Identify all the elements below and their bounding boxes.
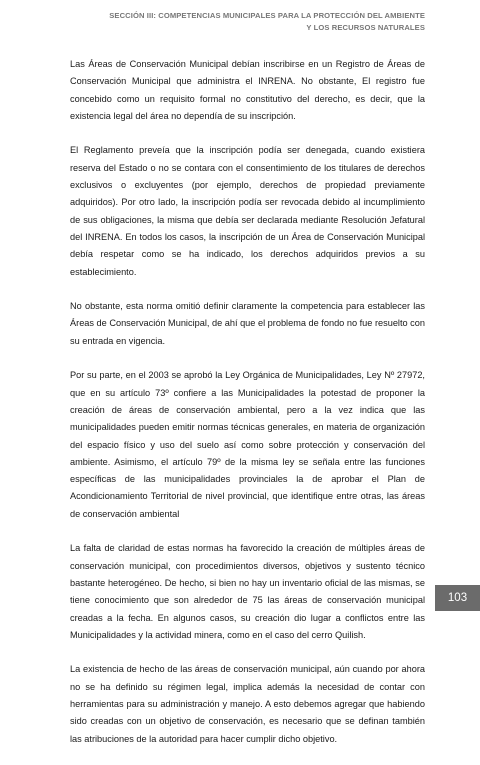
paragraph: No obstante, esta norma omitió definir claramente la competencia para establecer las Áreas de Conservación Municipal, de ahí que el problema de fondo no fue resuelto con su entrada en vigencia. xyxy=(70,301,425,346)
paragraph: La falta de claridad de estas normas ha favorecido la creación de múltiples áreas de conservación municipal, con procedimientos diversos, objetivos y sustento técnico bastante heterogéneo. De hecho, si bien no hay un inventario oficial de las mismas, se tiene conocimiento que son alrededor de 75 las áreas de conservación municipal creadas a la fecha. En algunos casos, su creación dio lugar a conflictos entre las Municipalidades y la actividad minera, como en el caso del cerro Quilish. xyxy=(70,543,425,640)
page-number xyxy=(435,585,480,611)
running-header-line-1: SECCIÓN III: COMPETENCIAS MUNICIPALES PARA LA PROTECCIÓN DEL AMBIENTE xyxy=(109,11,425,20)
paragraph: La existencia de hecho de las áreas de conservación municipal, aún cuando por ahora no se ha definido su régimen legal, implica además la necesidad de contar con herramientas para su administración y manejo. A esto debemos agregar que habiendo sido creadas con un objetivo de conservación, es necesario que se definan también las atribuciones de la autoridad para hacer cumplir dicho objetivo. xyxy=(70,664,425,744)
paragraph: El Reglamento preveía que la inscripción podía ser denegada, cuando existiera reserva del Estado o no se contara con el consentimiento de los titulares de derechos exclusivos o excluyentes (por ejemplo, derechos de propiedad previamente adquiridos). Por otro lado, la inscripción podía ser revocada debido al incumplimiento de sus obligaciones, la misma que debía ser declarada mediante Resolución Jefatural del INRENA. En todos los casos, la inscripción de un Área de Conservación Municipal debía respetar como se ha indicado, los derechos adquiridos previos a su establecimiento. xyxy=(70,145,425,277)
body-text xyxy=(70,56,425,765)
page-number-label: 103 xyxy=(447,592,468,604)
running-header xyxy=(109,10,425,34)
paragraph: Por su parte, en el 2003 se aprobó la Ley Orgánica de Municipalidades, Ley Nº 27972, que en su artículo 73º confiere a las Municipalidades la potestad de proponer la creación de áreas de conservación ambiental, pero a la vez indica que las municipalidades pueden emitir normas técnicas generales, en materia de organización del espacio físico y uso del suelo así como sobre protección y conservación del ambiente. Asimismo, el artículo 79º de la misma ley se señala entre las funciones específicas de las municipalidades provinciales la de aprobar el Plan de Acondicionamiento Territorial de nivel provincial, que identifique entre otras, las áreas de conservación ambiental xyxy=(70,370,425,519)
paragraph: Las Áreas de Conservación Municipal debían inscribirse en un Registro de Áreas de Conservación Municipal que administra el INRENA. No obstante, El registro fue concebido como un requisito formal no constitutivo del derecho, es decir, que la existencia legal del área no dependía de su inscripción. xyxy=(70,59,425,121)
running-header-line-2: Y LOS RECURSOS NATURALES xyxy=(306,23,425,32)
